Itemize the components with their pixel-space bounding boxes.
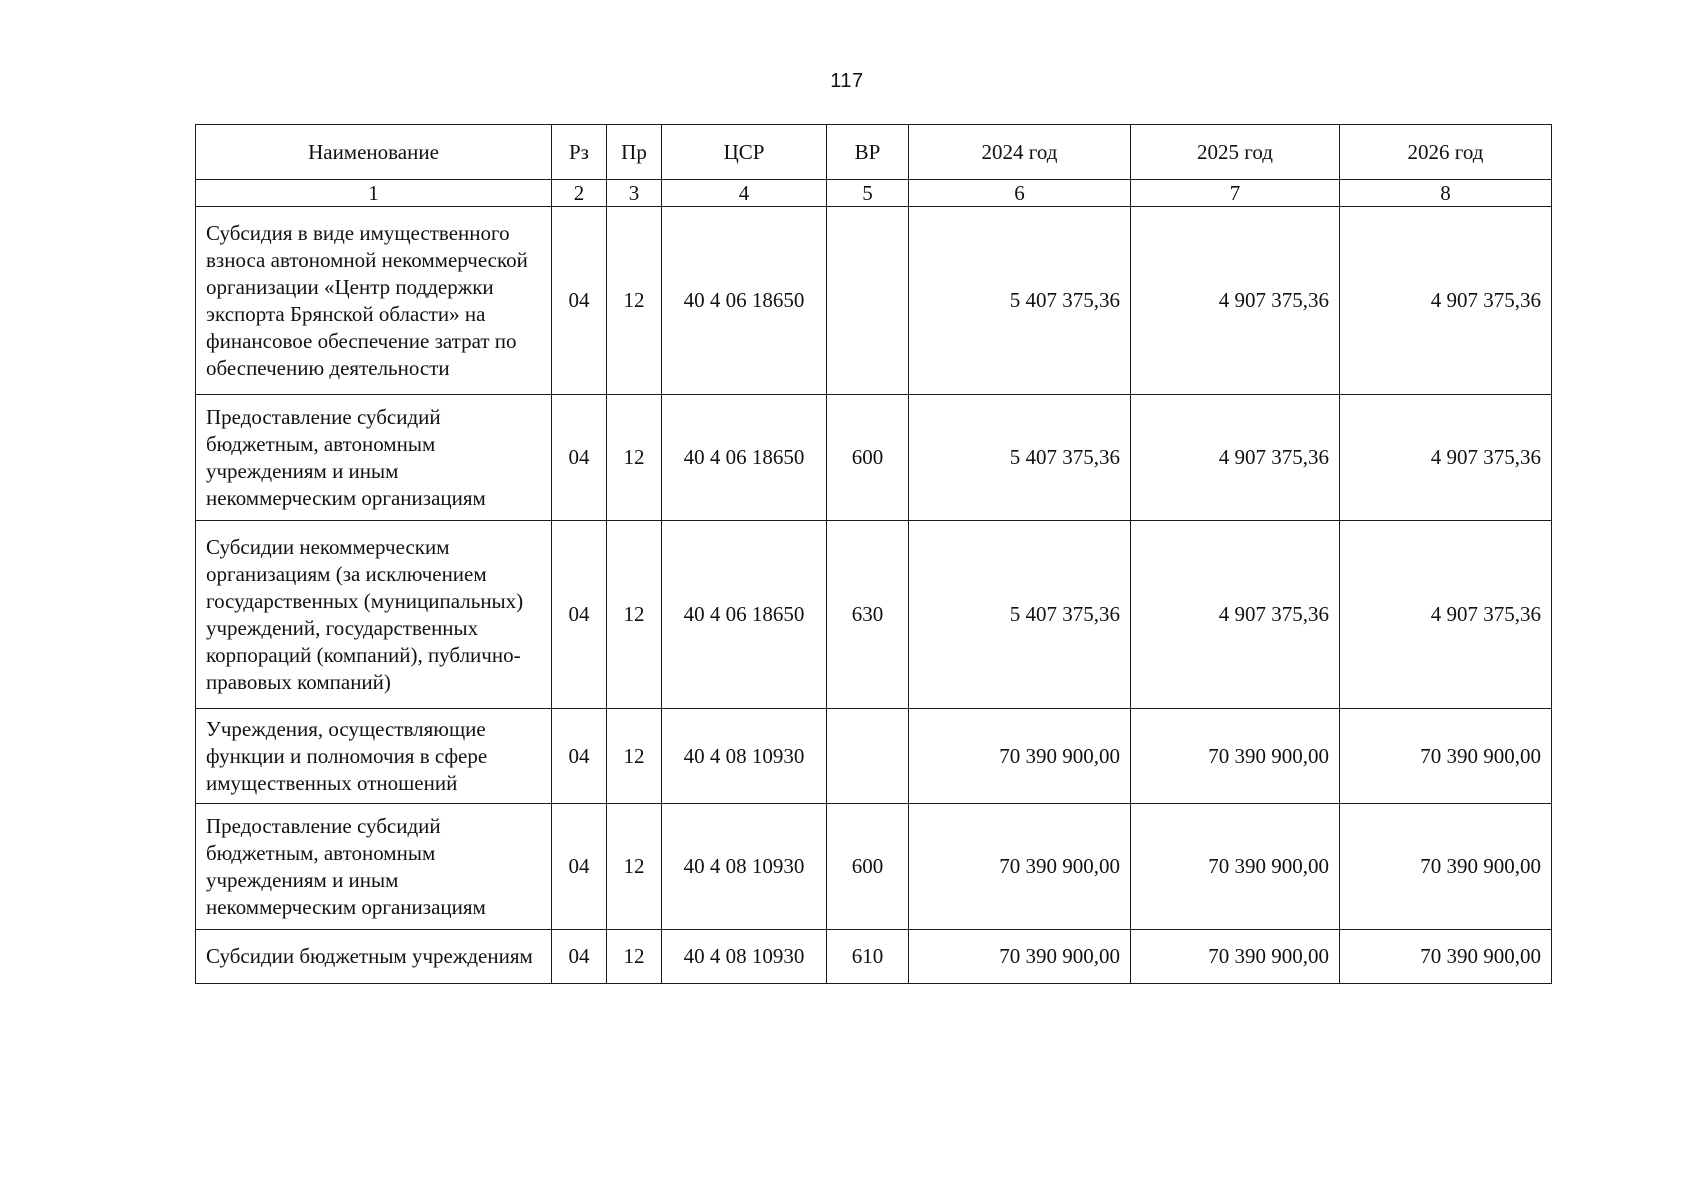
table-row [196,207,1552,395]
row-rz: 04 [552,521,607,709]
budget-table [195,124,1552,984]
table-row [196,709,1552,804]
row-rz: 04 [552,395,607,521]
column-number: 5 [827,180,909,207]
row-2025: 4 907 375,36 [1131,395,1340,521]
table-row [196,930,1552,984]
row-pr: 12 [607,521,662,709]
row-2024: 5 407 375,36 [909,207,1131,395]
row-vr [827,709,909,804]
header-2024: 2024 год [909,125,1131,180]
row-2024: 5 407 375,36 [909,395,1131,521]
column-number: 3 [607,180,662,207]
table-header [196,125,1552,207]
row-csr: 40 4 06 18650 [662,521,827,709]
row-name: Субсидии некоммерческим организациям (за исключением государственных (муниципальных) учреждений, государственных корпораций (компаний), публично-правовых компаний) [196,521,552,709]
row-2024: 5 407 375,36 [909,521,1131,709]
header-vr: ВР [827,125,909,180]
row-pr: 12 [607,709,662,804]
row-2024: 70 390 900,00 [909,709,1131,804]
row-name: Предоставление субсидий бюджетным, автономным учреждениям и иным некоммерческим организациям [196,804,552,930]
row-name: Учреждения, осуществляющие функции и полномочия в сфере имущественных отношений [196,709,552,804]
row-2025: 4 907 375,36 [1131,521,1340,709]
row-csr: 40 4 08 10930 [662,804,827,930]
table-row [196,521,1552,709]
row-2026: 4 907 375,36 [1340,395,1552,521]
row-csr: 40 4 08 10930 [662,930,827,984]
table-body [196,207,1552,984]
column-number: 8 [1340,180,1552,207]
header-2025: 2025 год [1131,125,1340,180]
column-number: 6 [909,180,1131,207]
row-rz: 04 [552,804,607,930]
column-number: 7 [1131,180,1340,207]
row-name: Субсидии бюджетным учреждениям [196,930,552,984]
row-vr: 600 [827,395,909,521]
row-vr [827,207,909,395]
header-csr: ЦСР [662,125,827,180]
row-rz: 04 [552,709,607,804]
table-row [196,395,1552,521]
row-2026: 70 390 900,00 [1340,930,1552,984]
row-pr: 12 [607,804,662,930]
row-2026: 4 907 375,36 [1340,207,1552,395]
row-2024: 70 390 900,00 [909,804,1131,930]
row-2024: 70 390 900,00 [909,930,1131,984]
page-number: 117 [830,70,864,92]
row-2025: 70 390 900,00 [1131,930,1340,984]
row-rz: 04 [552,930,607,984]
row-vr: 630 [827,521,909,709]
column-number: 1 [196,180,552,207]
row-name: Субсидия в виде имущественного взноса автономной некоммерческой организации «Центр поддержки экспорта Брянской области» на финансовое обеспечение затрат по обеспечению деятельности [196,207,552,395]
column-number-row [196,180,1552,207]
row-pr: 12 [607,395,662,521]
row-2025: 70 390 900,00 [1131,804,1340,930]
row-vr: 600 [827,804,909,930]
row-rz: 04 [552,207,607,395]
row-vr: 610 [827,930,909,984]
row-2026: 4 907 375,36 [1340,521,1552,709]
row-csr: 40 4 08 10930 [662,709,827,804]
row-2026: 70 390 900,00 [1340,709,1552,804]
row-csr: 40 4 06 18650 [662,207,827,395]
row-2025: 4 907 375,36 [1131,207,1340,395]
row-pr: 12 [607,930,662,984]
row-2025: 70 390 900,00 [1131,709,1340,804]
header-row [196,125,1552,180]
header-rz: Рз [552,125,607,180]
row-pr: 12 [607,207,662,395]
header-2026: 2026 год [1340,125,1552,180]
row-name: Предоставление субсидий бюджетным, автономным учреждениям и иным некоммерческим организациям [196,395,552,521]
table-row [196,804,1552,930]
header-name: Наименование [196,125,552,180]
column-number: 2 [552,180,607,207]
row-2026: 70 390 900,00 [1340,804,1552,930]
column-number: 4 [662,180,827,207]
row-csr: 40 4 06 18650 [662,395,827,521]
header-pr: Пр [607,125,662,180]
